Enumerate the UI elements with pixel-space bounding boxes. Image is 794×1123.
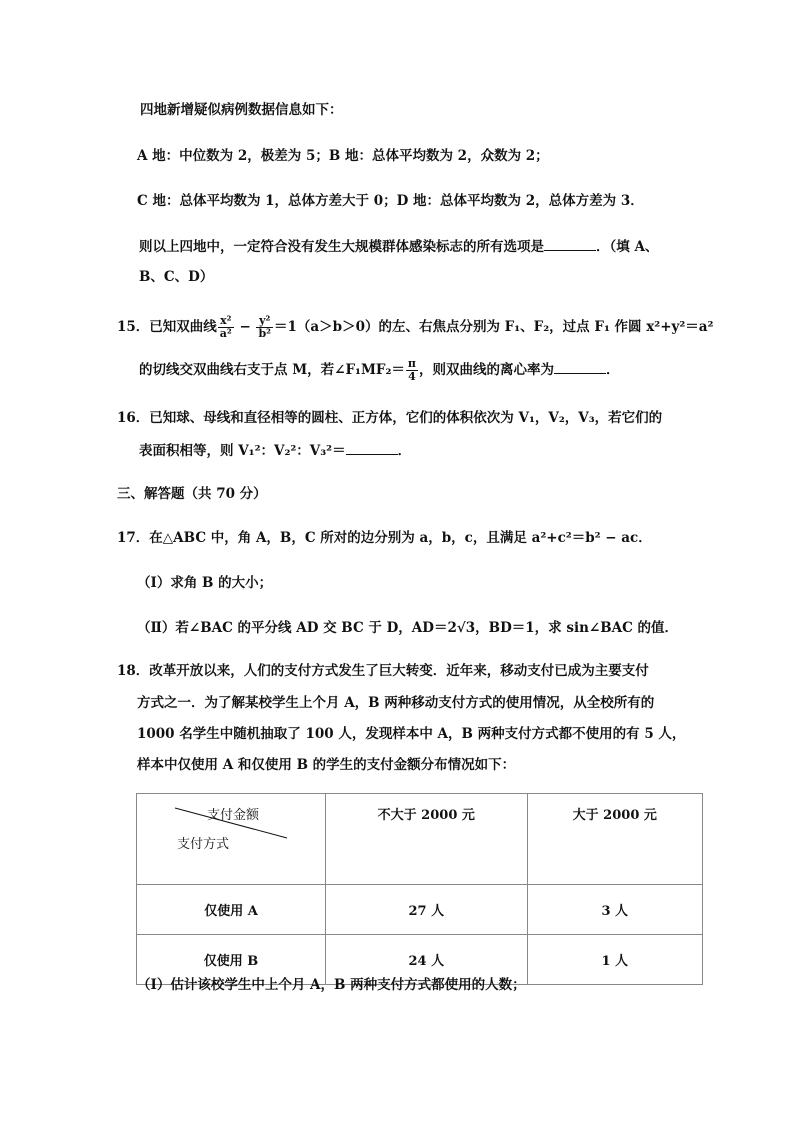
text: 表面积相等，则 V₁²：V₂²：V₃²＝ xyxy=(139,443,346,459)
header-payment-amount: 支付金额 xyxy=(207,808,260,823)
table-cell: 27 人 xyxy=(326,885,528,935)
formula-text: ＝1（a＞b＞0） xyxy=(273,319,379,335)
table-cell: 24 人 xyxy=(326,935,528,985)
fraction xyxy=(406,358,418,383)
question-15-line: 15．已知双曲线 $\frac{\text{x²}}{\text{a²}}$ − $\frac{\text{y²}}{\text{b²}}$ ＝1（a＞b＞0）的左、右焦点分别为 F₁、F₂，过点 F₁ 作圆 x²+y²＝a² xyxy=(117,314,714,340)
diagonal-header-cell xyxy=(137,794,326,885)
header-payment-method: 支付方式 xyxy=(177,837,230,852)
numerator: y² xyxy=(256,315,273,328)
text: 的左、右焦点分别为 F₁、F₂，过点 F₁ 作圆 x²+y²＝a² xyxy=(378,319,714,335)
text: 已知球、母线和直径相等的圆柱、正方体，它们的体积依次为 V₁，V₂，V₃，若它们的 xyxy=(149,410,663,426)
answer-blank[interactable] xyxy=(544,236,596,251)
payment-distribution-table xyxy=(136,793,703,985)
question-number: 16． xyxy=(117,410,150,426)
text: 已知双曲线 xyxy=(149,319,217,335)
text: ，则双曲线的离心率为 xyxy=(418,362,554,378)
text: 改革开放以来，人们的支付方式发生了巨大转变．近年来，移动支付已成为主要支付 xyxy=(149,663,649,679)
answer-blank[interactable] xyxy=(346,440,398,455)
text-line: 方式之一．为了解某校学生上个月 A，B 两种移动支付方式的使用情况，从全校所有的 xyxy=(137,695,655,711)
question-15-line2: 的切线交双曲线右支于点 M，若∠F₁MF₂＝ $\frac{\pi}{4}$ ，则双曲线的离心率为 ． xyxy=(139,357,620,383)
fraction xyxy=(256,315,273,340)
text-line: C 地：总体平均数为 1，总体方差大于 0；D 地：总体平均数为 2，总体方差为 3． xyxy=(137,193,644,209)
text-line: 四地新增疑似病例数据信息如下： xyxy=(140,102,343,118)
denominator: b² xyxy=(258,327,271,340)
column-header: 大于 2000 元 xyxy=(527,794,702,885)
row-label: 仅使用 A xyxy=(137,885,326,935)
column-header: 不大于 2000 元 xyxy=(326,794,528,885)
denominator: 4 xyxy=(408,370,416,383)
text-line: （Ⅱ）若∠BAC 的平分线 AD 交 BC 于 D，AD＝2√3，BD＝1，求 sin∠BAC 的值． xyxy=(137,620,679,636)
text-line: 样本中仅使用 A 和仅使用 B 的学生的支付金额分布情况如下： xyxy=(137,757,516,773)
question-16-line2: 表面积相等，则 V₁²：V₂²：V₃²＝ ． xyxy=(139,440,411,461)
section-heading: 三、解答题（共 70 分） xyxy=(117,486,267,502)
table-cell: 1 人 xyxy=(527,935,702,985)
question-18-line xyxy=(117,661,649,681)
question-17-line xyxy=(117,528,652,548)
denominator: a² xyxy=(219,327,232,340)
row-label: 仅使用 B xyxy=(137,935,326,985)
numerator: x² xyxy=(218,315,234,328)
question-number: 15． xyxy=(117,319,150,335)
text-line: （Ⅰ）估计该校学生中上个月 A，B 两种支付方式都使用的人数； xyxy=(137,977,526,993)
text-line: 1000 名学生中随机抽取了 100 人，发现样本中 A，B 两种支付方式都不使用的有 5 人， xyxy=(137,726,686,742)
numerator: π xyxy=(407,357,416,370)
text: 则以上四地中，一定符合没有发生大规模群体感染标志的所有选项是 xyxy=(139,239,544,255)
text-line: B、C、D） xyxy=(139,269,214,285)
text-line: A 地：中位数为 2，极差为 5；B 地：总体平均数为 2，众数为 2； xyxy=(137,148,549,164)
text: 在△ABC 中，角 A，B，C 所对的边分别为 a，b，c，且满足 a²+c²＝b² − ac． xyxy=(149,530,652,546)
table-cell: 3 人 xyxy=(527,885,702,935)
fraction xyxy=(218,315,234,340)
question-14-line xyxy=(139,236,658,257)
text-line: （Ⅰ）求角 B 的大小； xyxy=(137,575,273,591)
question-number: 17． xyxy=(117,530,150,546)
answer-blank[interactable] xyxy=(554,359,606,374)
text: 的切线交双曲线右支于点 M，若∠F₁MF₂＝ xyxy=(139,362,405,378)
text: ．（填 A、 xyxy=(596,239,659,255)
question-number: 18． xyxy=(117,663,150,679)
question-16-line xyxy=(117,408,662,428)
